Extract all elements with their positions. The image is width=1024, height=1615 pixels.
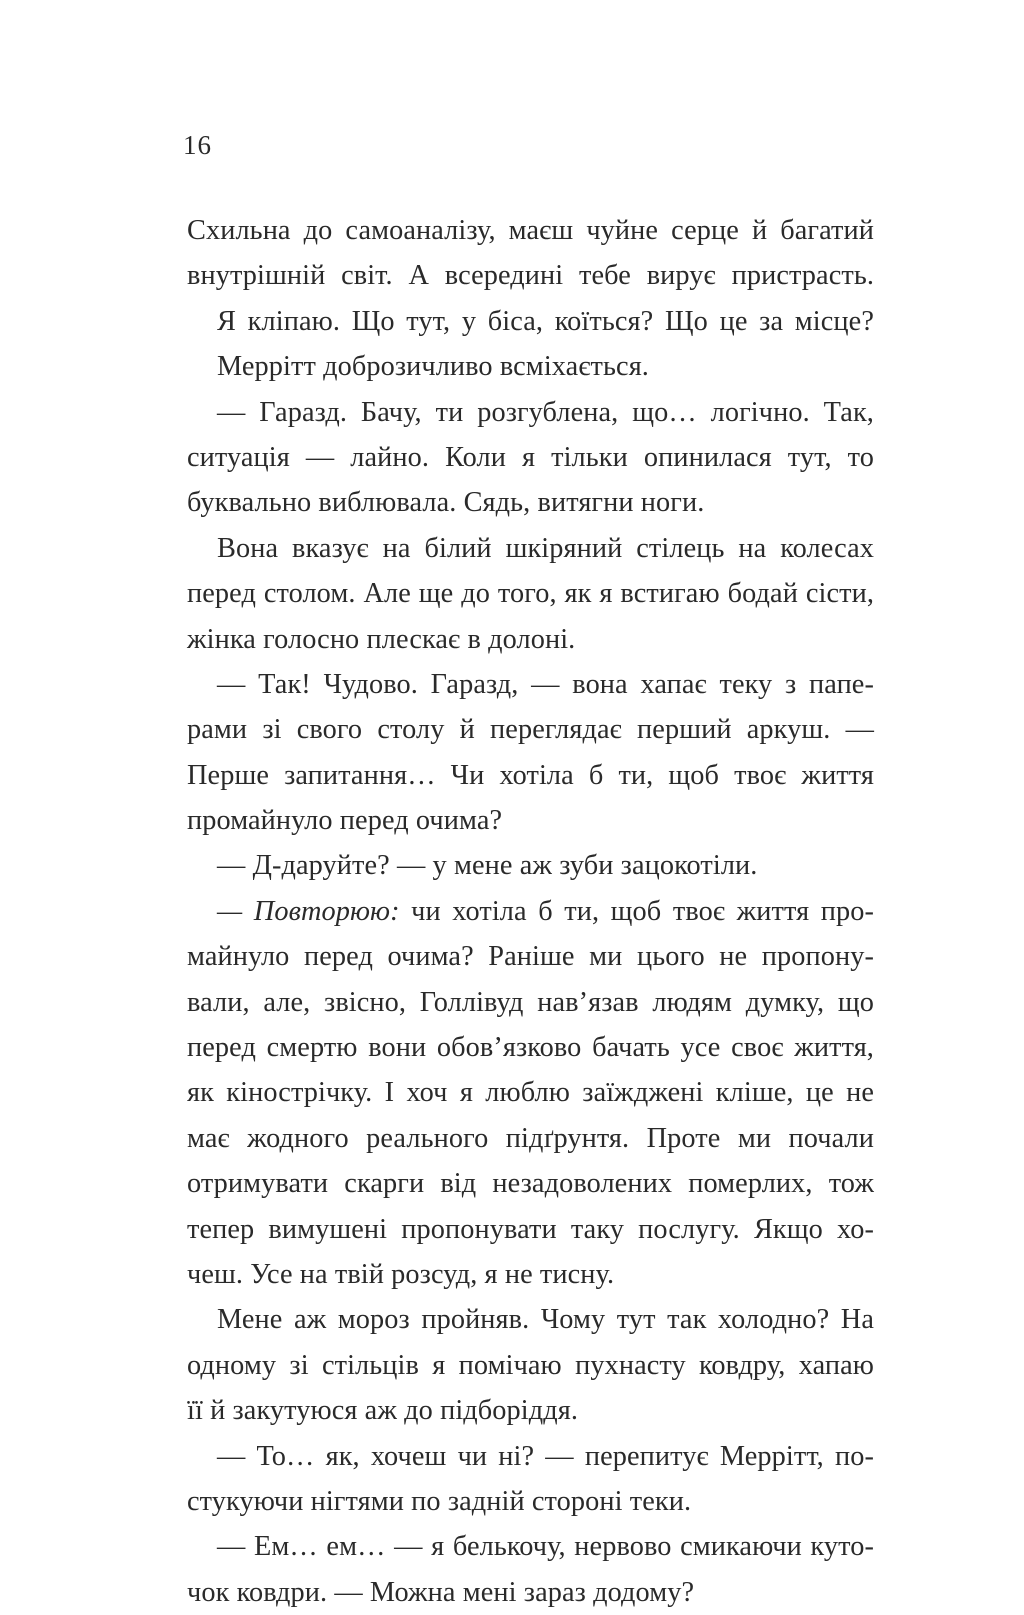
text-line: Меррітт доброзичливо всміхається. bbox=[217, 351, 649, 383]
text-line: її й закутуюся аж до підборіддя. bbox=[187, 1395, 579, 1427]
text-line: перед столом. Але ще до того, як я встигаю бодай сісти, bbox=[187, 578, 874, 610]
text-line: чеш. Усе на твій розсуд, я не тисну. bbox=[187, 1258, 615, 1290]
text-line: жінка голосно плескає в долоні. bbox=[187, 623, 576, 655]
text-line: як кінострічку. І хоч я люблю заїжджені кліше, це не bbox=[187, 1077, 874, 1109]
text-line: Я кліпаю. Що тут, у біса, коїться? Що це за місце? bbox=[217, 305, 874, 337]
text-line: — Так! Чудово. Гаразд, — вона хапає теку з папе- bbox=[217, 668, 874, 700]
text-line: Мене аж мороз пройняв. Чому тут так холодно? На bbox=[217, 1304, 874, 1336]
text-line: має жодного реального підґрунтя. Проте ми почали bbox=[187, 1122, 874, 1154]
text-line: буквально виблювала. Сядь, витягни ноги. bbox=[187, 487, 705, 519]
text-line: Перше запитання… Чи хотіла б ти, щоб твоє життя bbox=[187, 759, 874, 791]
text-line: чок ковдри. — Можна мені зараз додому? bbox=[187, 1576, 695, 1608]
body-text bbox=[187, 208, 874, 1615]
text-line: отримувати скарги від незадоволених померлих, тож bbox=[187, 1168, 874, 1200]
text-line: рами зі свого столу й переглядає перший аркуш. — bbox=[187, 714, 874, 746]
page-number: 16 bbox=[183, 130, 212, 160]
text-line: — Д-даруйте? — у мене аж зуби зацокотіли. bbox=[217, 850, 758, 882]
text-line: тепер вимушені пропонувати таку послугу. Якщо хо- bbox=[187, 1213, 874, 1245]
text-line: перед смертю вони обов’язково бачать усе своє життя, bbox=[187, 1032, 874, 1064]
italic-phrase: — Повторюю: bbox=[217, 895, 400, 927]
line-text: чи хотіла б ти, щоб твоє життя про- bbox=[399, 895, 874, 927]
text-line: ситуація — лайно. Коли я тільки опинилася тут, то bbox=[187, 441, 874, 473]
text-line: — То… як, хочеш чи ні? — перепитує Меррітт, по- bbox=[217, 1440, 874, 1472]
text-line: — Ем… ем… — я белькочу, нервово смикаючи куто- bbox=[217, 1531, 874, 1563]
text-line: внутрішній світ. А всередині тебе вирує пристрасть. bbox=[187, 260, 874, 292]
text-line bbox=[187, 889, 874, 934]
text-line: стукуючи нігтями по задній стороні теки. bbox=[187, 1485, 692, 1517]
text-line: вали, але, звісно, Голлівуд нав’язав людям думку, що bbox=[187, 986, 874, 1018]
text-line: промайнуло перед очима? bbox=[187, 805, 503, 837]
text-line: майнуло перед очима? Раніше ми цього не пропону- bbox=[187, 941, 874, 973]
text-line: одному зі стільців я помічаю пухнасту ковдру, хапаю bbox=[187, 1349, 874, 1381]
text-line: Схильна до самоаналізу, маєш чуйне серце й багатий bbox=[187, 215, 874, 246]
text-line: Вона вказує на білий шкіряний стілець на колесах bbox=[217, 532, 874, 564]
text-line: — Гаразд. Бачу, ти розгублена, що… логічно. Так, bbox=[217, 396, 874, 428]
